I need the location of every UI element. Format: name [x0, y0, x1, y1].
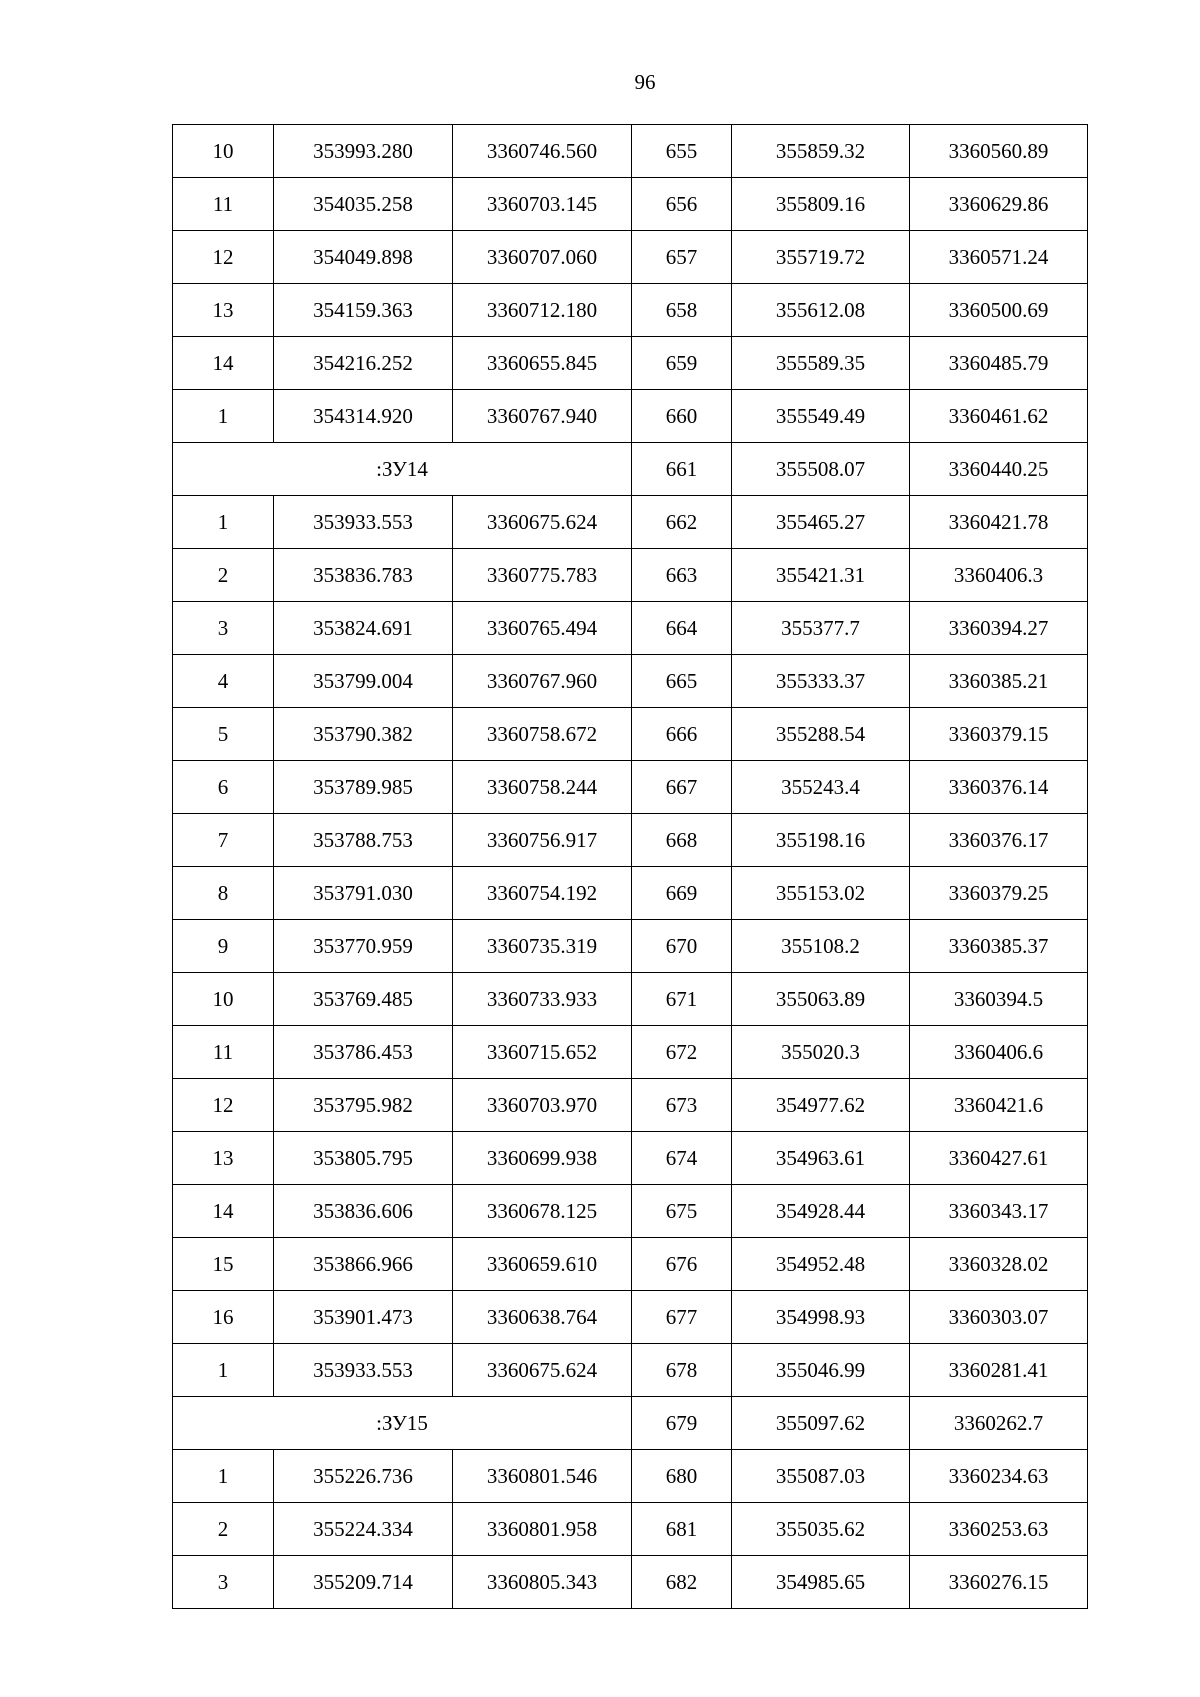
right-y-coordinate-cell: 3360385.37 — [910, 920, 1088, 973]
right-point-number-cell: 656 — [632, 178, 732, 231]
right-x-coordinate-cell: 355333.37 — [732, 655, 910, 708]
right-point-number-cell: 655 — [632, 125, 732, 178]
left-y-coordinate-cell: 3360758.672 — [453, 708, 632, 761]
left-y-coordinate-cell: 3360765.494 — [453, 602, 632, 655]
right-y-coordinate-cell: 3360281.41 — [910, 1344, 1088, 1397]
table-row — [173, 1556, 1088, 1609]
left-x-coordinate-cell: 353795.982 — [274, 1079, 453, 1132]
table-row — [173, 761, 1088, 814]
right-x-coordinate-cell: 355549.49 — [732, 390, 910, 443]
left-point-number-cell: 1 — [173, 1344, 274, 1397]
left-point-number-cell: 13 — [173, 1132, 274, 1185]
left-x-coordinate-cell: 355209.714 — [274, 1556, 453, 1609]
table-row — [173, 920, 1088, 973]
left-y-coordinate-cell: 3360703.145 — [453, 178, 632, 231]
left-point-number-cell: 3 — [173, 602, 274, 655]
left-y-coordinate-cell: 3360655.845 — [453, 337, 632, 390]
table-row — [173, 867, 1088, 920]
right-x-coordinate-cell: 355612.08 — [732, 284, 910, 337]
table-row — [173, 1291, 1088, 1344]
table-row — [173, 125, 1088, 178]
right-y-coordinate-cell: 3360461.62 — [910, 390, 1088, 443]
right-x-coordinate-cell: 355243.4 — [732, 761, 910, 814]
left-x-coordinate-cell: 353933.553 — [274, 1344, 453, 1397]
right-y-coordinate-cell: 3360379.15 — [910, 708, 1088, 761]
right-y-coordinate-cell: 3360343.17 — [910, 1185, 1088, 1238]
right-x-coordinate-cell: 355508.07 — [732, 443, 910, 496]
left-x-coordinate-cell: 353805.795 — [274, 1132, 453, 1185]
left-x-coordinate-cell: 353786.453 — [274, 1026, 453, 1079]
right-y-coordinate-cell: 3360560.89 — [910, 125, 1088, 178]
left-x-coordinate-cell: 354216.252 — [274, 337, 453, 390]
left-x-coordinate-cell: 353788.753 — [274, 814, 453, 867]
left-y-coordinate-cell: 3360767.940 — [453, 390, 632, 443]
right-point-number-cell: 663 — [632, 549, 732, 602]
right-y-coordinate-cell: 3360234.63 — [910, 1450, 1088, 1503]
right-y-coordinate-cell: 3360485.79 — [910, 337, 1088, 390]
right-y-coordinate-cell: 3360394.27 — [910, 602, 1088, 655]
table-row — [173, 1132, 1088, 1185]
right-y-coordinate-cell: 3360385.21 — [910, 655, 1088, 708]
left-point-number-cell: 1 — [173, 1450, 274, 1503]
left-y-coordinate-cell: 3360746.560 — [453, 125, 632, 178]
table-row — [173, 1344, 1088, 1397]
right-x-coordinate-cell: 354985.65 — [732, 1556, 910, 1609]
left-point-number-cell: 4 — [173, 655, 274, 708]
left-y-coordinate-cell: 3360756.917 — [453, 814, 632, 867]
right-x-coordinate-cell: 355035.62 — [732, 1503, 910, 1556]
right-y-coordinate-cell: 3360303.07 — [910, 1291, 1088, 1344]
right-point-number-cell: 678 — [632, 1344, 732, 1397]
right-x-coordinate-cell: 355589.35 — [732, 337, 910, 390]
left-point-number-cell: 13 — [173, 284, 274, 337]
left-point-number-cell: 2 — [173, 1503, 274, 1556]
right-point-number-cell: 668 — [632, 814, 732, 867]
table-row — [173, 1079, 1088, 1132]
right-x-coordinate-cell: 355097.62 — [732, 1397, 910, 1450]
left-x-coordinate-cell: 353770.959 — [274, 920, 453, 973]
right-x-coordinate-cell: 354998.93 — [732, 1291, 910, 1344]
right-point-number-cell: 664 — [632, 602, 732, 655]
right-point-number-cell: 671 — [632, 973, 732, 1026]
right-point-number-cell: 659 — [632, 337, 732, 390]
left-y-coordinate-cell: 3360758.244 — [453, 761, 632, 814]
right-x-coordinate-cell: 355063.89 — [732, 973, 910, 1026]
right-y-coordinate-cell: 3360379.25 — [910, 867, 1088, 920]
left-y-coordinate-cell: 3360767.960 — [453, 655, 632, 708]
left-y-coordinate-cell: 3360675.624 — [453, 1344, 632, 1397]
right-x-coordinate-cell: 354963.61 — [732, 1132, 910, 1185]
left-y-coordinate-cell: 3360712.180 — [453, 284, 632, 337]
left-point-number-cell: 12 — [173, 1079, 274, 1132]
left-point-number-cell: 5 — [173, 708, 274, 761]
right-y-coordinate-cell: 3360406.6 — [910, 1026, 1088, 1079]
left-x-coordinate-cell: 353824.691 — [274, 602, 453, 655]
right-point-number-cell: 670 — [632, 920, 732, 973]
right-x-coordinate-cell: 355421.31 — [732, 549, 910, 602]
left-point-number-cell: 2 — [173, 549, 274, 602]
right-point-number-cell: 669 — [632, 867, 732, 920]
left-x-coordinate-cell: 354035.258 — [274, 178, 453, 231]
left-y-coordinate-cell: 3360678.125 — [453, 1185, 632, 1238]
right-point-number-cell: 667 — [632, 761, 732, 814]
right-x-coordinate-cell: 355020.3 — [732, 1026, 910, 1079]
right-point-number-cell: 676 — [632, 1238, 732, 1291]
table-row — [173, 973, 1088, 1026]
right-y-coordinate-cell: 3360427.61 — [910, 1132, 1088, 1185]
left-x-coordinate-cell: 355224.334 — [274, 1503, 453, 1556]
left-y-coordinate-cell: 3360699.938 — [453, 1132, 632, 1185]
left-x-coordinate-cell: 354159.363 — [274, 284, 453, 337]
table-row — [173, 178, 1088, 231]
right-x-coordinate-cell: 355377.7 — [732, 602, 910, 655]
coordinates-table-body — [173, 125, 1088, 1609]
left-x-coordinate-cell: 353866.966 — [274, 1238, 453, 1291]
left-y-coordinate-cell: 3360754.192 — [453, 867, 632, 920]
table-row — [173, 708, 1088, 761]
table-row — [173, 1185, 1088, 1238]
right-x-coordinate-cell: 355859.32 — [732, 125, 910, 178]
right-x-coordinate-cell: 354928.44 — [732, 1185, 910, 1238]
table-row — [173, 1026, 1088, 1079]
right-x-coordinate-cell: 354952.48 — [732, 1238, 910, 1291]
left-y-coordinate-cell: 3360805.343 — [453, 1556, 632, 1609]
coordinates-table — [172, 124, 1088, 1609]
right-y-coordinate-cell: 3360406.3 — [910, 549, 1088, 602]
right-point-number-cell: 673 — [632, 1079, 732, 1132]
left-y-coordinate-cell: 3360775.783 — [453, 549, 632, 602]
table-row — [173, 655, 1088, 708]
left-point-number-cell: 10 — [173, 125, 274, 178]
right-x-coordinate-cell: 355198.16 — [732, 814, 910, 867]
left-point-number-cell: 14 — [173, 337, 274, 390]
right-y-coordinate-cell: 3360253.63 — [910, 1503, 1088, 1556]
right-x-coordinate-cell: 355153.02 — [732, 867, 910, 920]
left-y-coordinate-cell: 3360638.764 — [453, 1291, 632, 1344]
right-y-coordinate-cell: 3360440.25 — [910, 443, 1088, 496]
left-y-coordinate-cell: 3360659.610 — [453, 1238, 632, 1291]
section-header-cell: :ЗУ14 — [173, 443, 632, 496]
section-header-cell: :ЗУ15 — [173, 1397, 632, 1450]
right-point-number-cell: 674 — [632, 1132, 732, 1185]
right-x-coordinate-cell: 355108.2 — [732, 920, 910, 973]
left-point-number-cell: 12 — [173, 231, 274, 284]
left-y-coordinate-cell: 3360715.652 — [453, 1026, 632, 1079]
left-y-coordinate-cell: 3360707.060 — [453, 231, 632, 284]
left-y-coordinate-cell: 3360703.970 — [453, 1079, 632, 1132]
right-y-coordinate-cell: 3360571.24 — [910, 231, 1088, 284]
right-point-number-cell: 682 — [632, 1556, 732, 1609]
right-point-number-cell: 679 — [632, 1397, 732, 1450]
right-x-coordinate-cell: 355288.54 — [732, 708, 910, 761]
right-x-coordinate-cell: 354977.62 — [732, 1079, 910, 1132]
right-y-coordinate-cell: 3360500.69 — [910, 284, 1088, 337]
right-x-coordinate-cell: 355465.27 — [732, 496, 910, 549]
left-x-coordinate-cell: 353799.004 — [274, 655, 453, 708]
left-x-coordinate-cell: 353790.382 — [274, 708, 453, 761]
section-row — [173, 443, 1088, 496]
table-row — [173, 284, 1088, 337]
right-y-coordinate-cell: 3360421.6 — [910, 1079, 1088, 1132]
left-point-number-cell: 14 — [173, 1185, 274, 1238]
right-y-coordinate-cell: 3360629.86 — [910, 178, 1088, 231]
right-x-coordinate-cell: 355046.99 — [732, 1344, 910, 1397]
left-point-number-cell: 9 — [173, 920, 274, 973]
left-y-coordinate-cell: 3360733.933 — [453, 973, 632, 1026]
right-point-number-cell: 677 — [632, 1291, 732, 1344]
left-point-number-cell: 1 — [173, 390, 274, 443]
left-x-coordinate-cell: 353836.606 — [274, 1185, 453, 1238]
right-point-number-cell: 665 — [632, 655, 732, 708]
left-point-number-cell: 3 — [173, 1556, 274, 1609]
right-point-number-cell: 661 — [632, 443, 732, 496]
left-point-number-cell: 10 — [173, 973, 274, 1026]
right-point-number-cell: 672 — [632, 1026, 732, 1079]
table-row — [173, 390, 1088, 443]
left-point-number-cell: 1 — [173, 496, 274, 549]
left-x-coordinate-cell: 353933.553 — [274, 496, 453, 549]
right-point-number-cell: 666 — [632, 708, 732, 761]
left-x-coordinate-cell: 353836.783 — [274, 549, 453, 602]
table-row — [173, 814, 1088, 867]
right-point-number-cell: 657 — [632, 231, 732, 284]
right-point-number-cell: 662 — [632, 496, 732, 549]
table-row — [173, 549, 1088, 602]
right-y-coordinate-cell: 3360394.5 — [910, 973, 1088, 1026]
table-row — [173, 496, 1088, 549]
left-x-coordinate-cell: 355226.736 — [274, 1450, 453, 1503]
right-point-number-cell: 675 — [632, 1185, 732, 1238]
left-y-coordinate-cell: 3360801.546 — [453, 1450, 632, 1503]
left-x-coordinate-cell: 353993.280 — [274, 125, 453, 178]
left-x-coordinate-cell: 353769.485 — [274, 973, 453, 1026]
right-point-number-cell: 680 — [632, 1450, 732, 1503]
right-y-coordinate-cell: 3360421.78 — [910, 496, 1088, 549]
right-y-coordinate-cell: 3360376.17 — [910, 814, 1088, 867]
left-y-coordinate-cell: 3360801.958 — [453, 1503, 632, 1556]
left-x-coordinate-cell: 353789.985 — [274, 761, 453, 814]
left-point-number-cell: 6 — [173, 761, 274, 814]
left-x-coordinate-cell: 354314.920 — [274, 390, 453, 443]
left-x-coordinate-cell: 353901.473 — [274, 1291, 453, 1344]
left-point-number-cell: 11 — [173, 1026, 274, 1079]
table-row — [173, 1450, 1088, 1503]
right-x-coordinate-cell: 355809.16 — [732, 178, 910, 231]
right-point-number-cell: 681 — [632, 1503, 732, 1556]
left-x-coordinate-cell: 354049.898 — [274, 231, 453, 284]
section-row — [173, 1397, 1088, 1450]
right-y-coordinate-cell: 3360376.14 — [910, 761, 1088, 814]
right-y-coordinate-cell: 3360276.15 — [910, 1556, 1088, 1609]
table-row — [173, 231, 1088, 284]
right-point-number-cell: 660 — [632, 390, 732, 443]
table-row — [173, 1238, 1088, 1291]
right-y-coordinate-cell: 3360262.7 — [910, 1397, 1088, 1450]
left-point-number-cell: 8 — [173, 867, 274, 920]
left-x-coordinate-cell: 353791.030 — [274, 867, 453, 920]
page-number: 96 — [634, 70, 656, 94]
left-y-coordinate-cell: 3360735.319 — [453, 920, 632, 973]
right-point-number-cell: 658 — [632, 284, 732, 337]
left-point-number-cell: 11 — [173, 178, 274, 231]
left-point-number-cell: 7 — [173, 814, 274, 867]
right-x-coordinate-cell: 355087.03 — [732, 1450, 910, 1503]
table-row — [173, 1503, 1088, 1556]
right-x-coordinate-cell: 355719.72 — [732, 231, 910, 284]
left-point-number-cell: 15 — [173, 1238, 274, 1291]
table-row — [173, 602, 1088, 655]
table-row — [173, 337, 1088, 390]
right-y-coordinate-cell: 3360328.02 — [910, 1238, 1088, 1291]
left-y-coordinate-cell: 3360675.624 — [453, 496, 632, 549]
left-point-number-cell: 16 — [173, 1291, 274, 1344]
